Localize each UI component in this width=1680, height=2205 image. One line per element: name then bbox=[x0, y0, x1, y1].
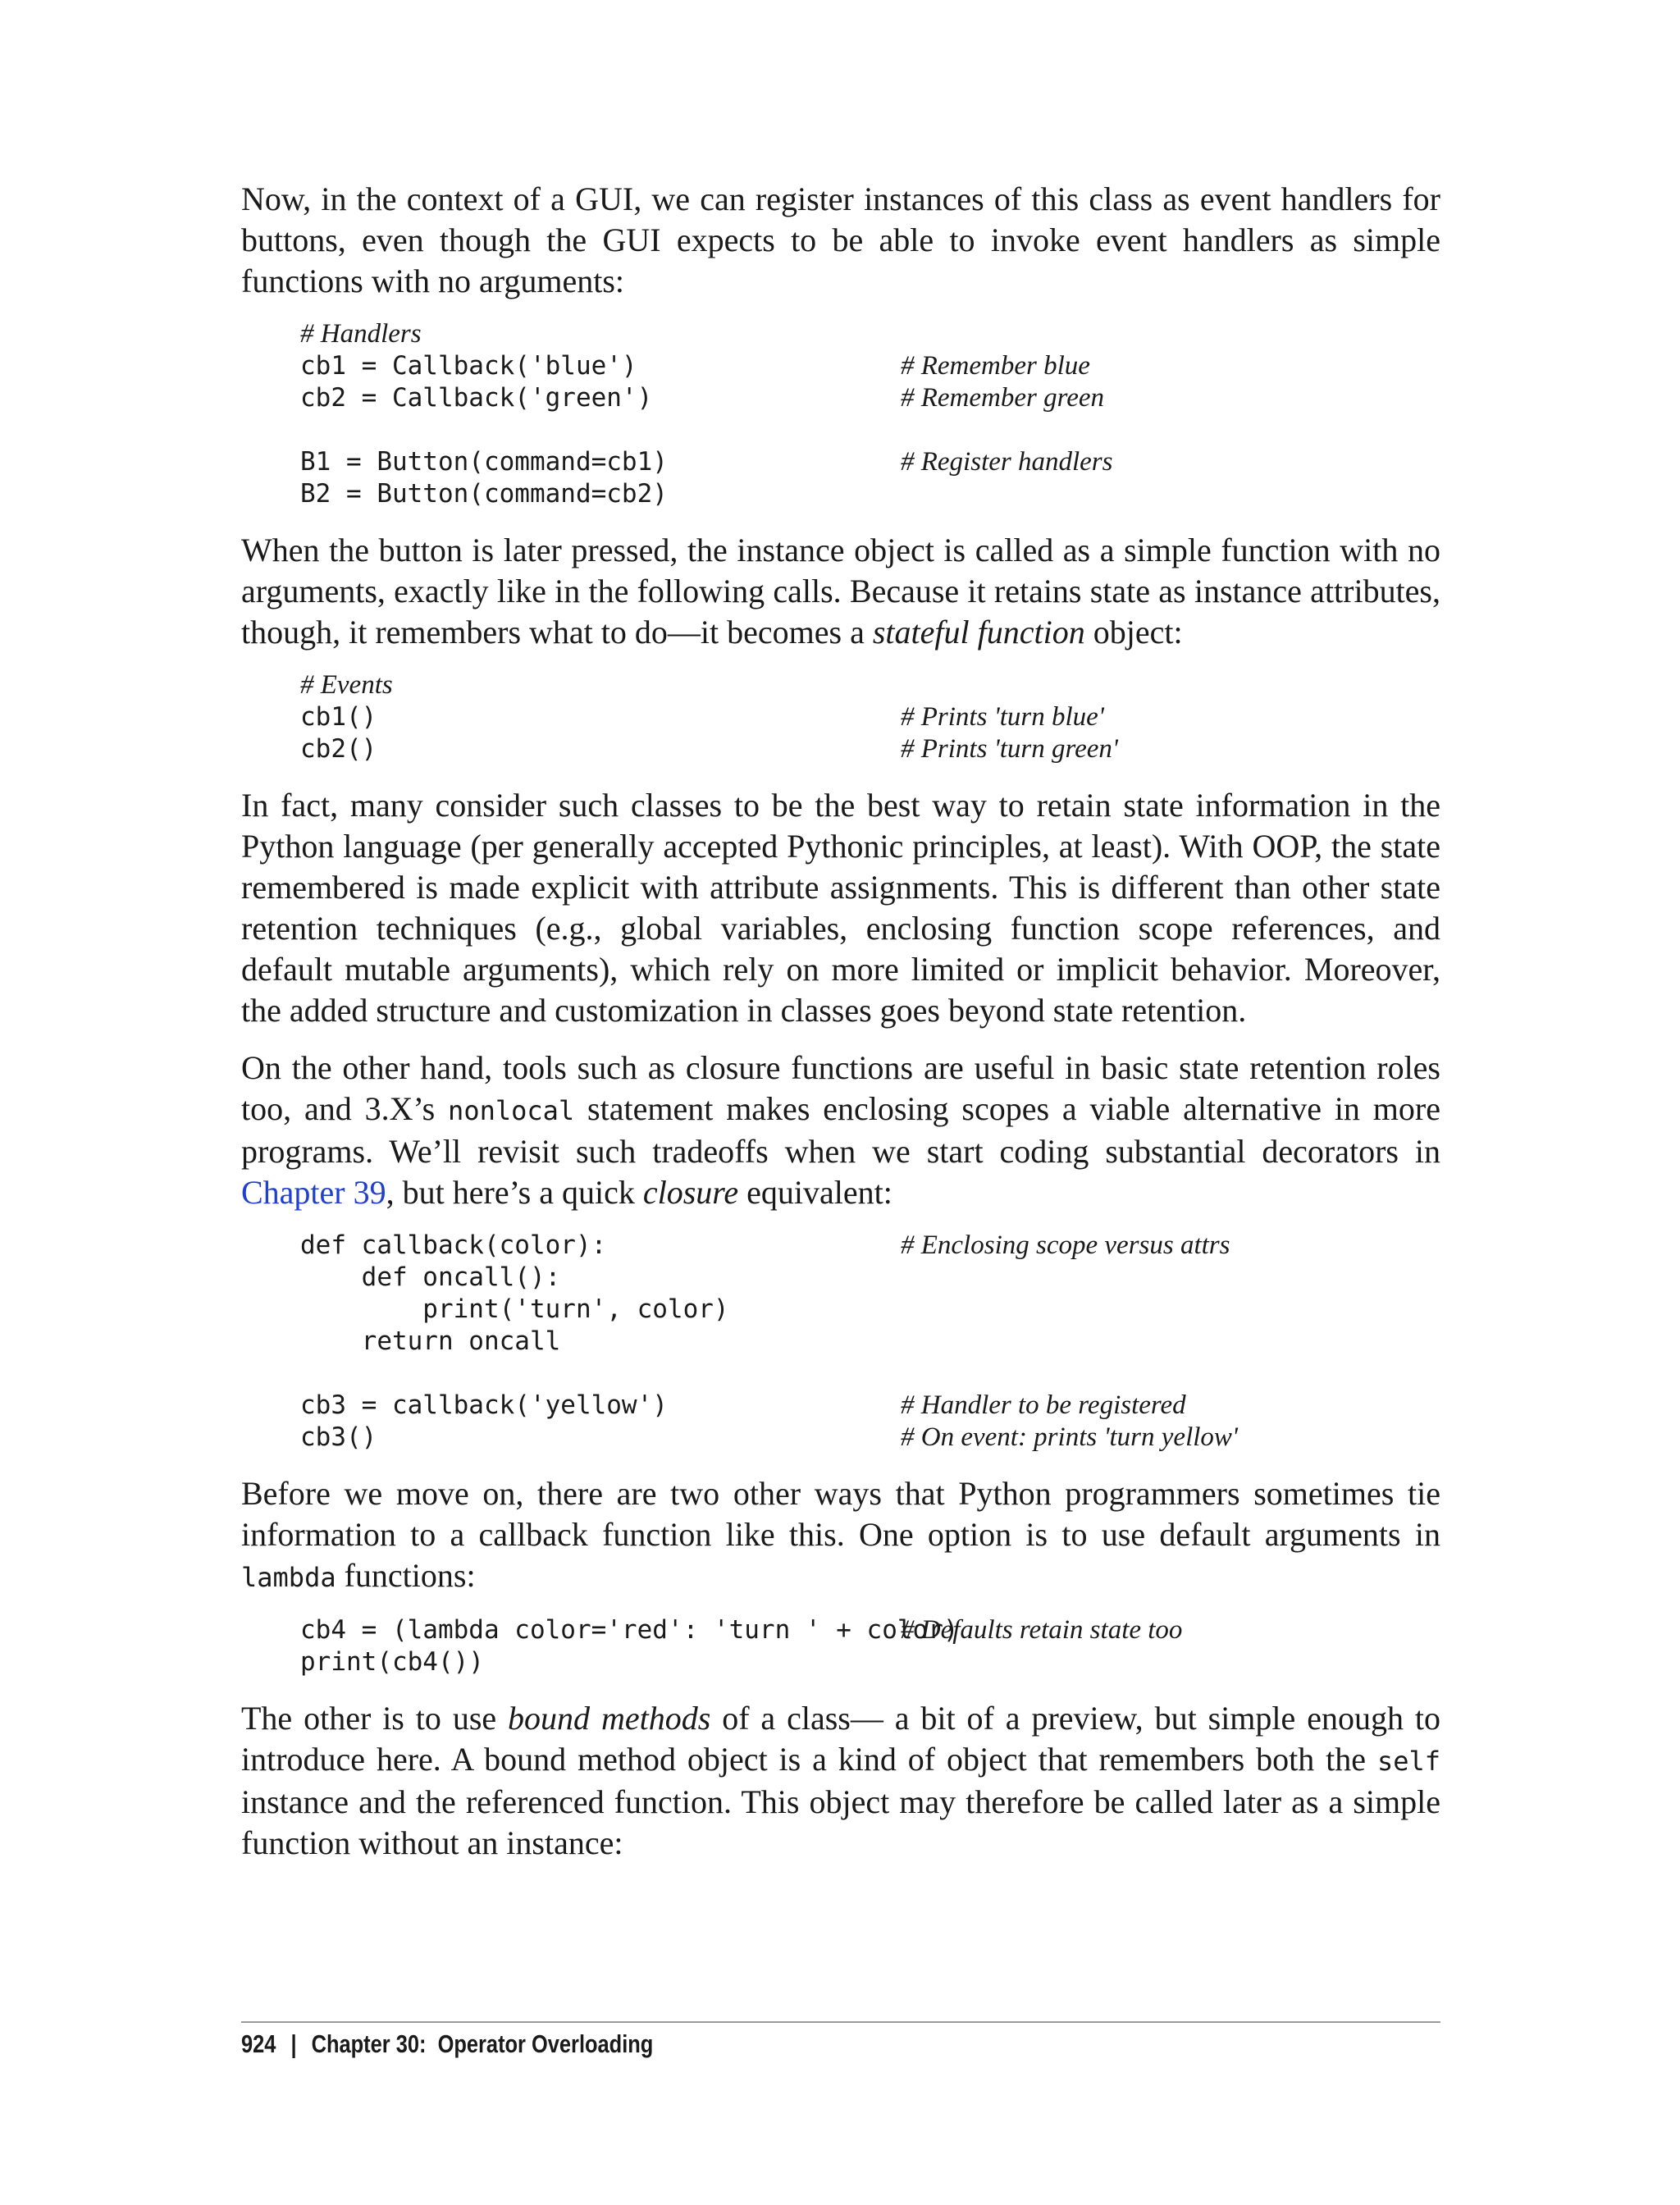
code-line bbox=[300, 1390, 1440, 1422]
text-run: Before we move on, there are two other ways that Python programmers sometimes tie information to a callback function like this. One option is to use default arguments in bbox=[241, 1475, 1440, 1553]
code-block-handlers bbox=[300, 318, 1440, 510]
code-line bbox=[300, 1294, 1440, 1326]
code-line bbox=[300, 669, 1440, 701]
inline-code: self bbox=[1376, 1746, 1440, 1777]
text-run: of a class— a bit of a preview, but simple enough to introduce here. A bound method object is a kind of object that remembers both the bbox=[241, 1700, 1440, 1778]
code-blank-line bbox=[300, 414, 1440, 446]
code-source: cb1() bbox=[300, 702, 377, 732]
page-footer bbox=[241, 2029, 653, 2059]
inline-code: nonlocal bbox=[448, 1095, 575, 1126]
code-comment: # Events bbox=[300, 670, 393, 700]
paragraph-oop-state: In fact, many consider such classes to be the best way to retain state information in the Python language (per generally accepted Pythonic principles, at least). With OOP, the state remembered is made explicit with attribute assignments. This is different than other state retention techniques (e.g., global variables, enclosing function scope references, and default mutable arguments), which rely on more limited or implicit behavior. Moreover, the added structure and customization in classes goes beyond state retention. bbox=[241, 787, 1440, 1029]
code-line bbox=[300, 1614, 1440, 1646]
text-run: The other is to use bbox=[241, 1700, 509, 1737]
code-blank-line bbox=[300, 1358, 1440, 1390]
text-run: , but here’s a quick bbox=[386, 1174, 643, 1211]
text-column bbox=[241, 179, 1440, 1880]
text-run: object: bbox=[1084, 614, 1183, 651]
text-run: functions: bbox=[336, 1557, 476, 1594]
emphasis-text: stateful function bbox=[872, 614, 1085, 651]
code-source: cb2 = Callback('green') bbox=[300, 383, 653, 413]
code-source: B1 = Button(command=cb1) bbox=[300, 447, 668, 477]
code-comment: # Handlers bbox=[300, 319, 422, 349]
emphasis-text: bound methods bbox=[508, 1700, 711, 1737]
text-run: equivalent: bbox=[738, 1174, 892, 1211]
code-line bbox=[300, 382, 1440, 414]
code-source: def callback(color): bbox=[300, 1230, 607, 1260]
code-line bbox=[300, 1262, 1440, 1294]
code-source: B2 = Button(command=cb2) bbox=[300, 479, 668, 509]
chapter-39-link[interactable]: Chapter 39 bbox=[241, 1174, 386, 1211]
footer-divider bbox=[241, 2021, 1440, 2023]
code-line bbox=[300, 1646, 1440, 1678]
code-source: def oncall(): bbox=[300, 1262, 561, 1292]
code-block-lambda bbox=[300, 1614, 1440, 1678]
code-block-closure bbox=[300, 1230, 1440, 1454]
text-run: instance and the referenced function. This object may therefore be called later as a simple function without an instance: bbox=[241, 1783, 1440, 1861]
text-run: On the other hand, tools such as closure functions are useful in basic state retention roles too, and 3.X’s bbox=[241, 1049, 1440, 1127]
code-line bbox=[300, 1326, 1440, 1358]
page-number: 924 bbox=[241, 2029, 276, 2058]
chapter-title: Chapter 30: Operator Overloading bbox=[311, 2029, 654, 2058]
paragraph-gui-handlers: Now, in the context of a GUI, we can register instances of this class as event handlers for buttons, even though the GUI expects to be able to invoke event handlers as simple functions with no arguments: bbox=[241, 180, 1440, 299]
code-source: print(cb4()) bbox=[300, 1647, 484, 1677]
code-comment: # Prints 'turn blue' bbox=[901, 702, 1104, 732]
code-source: cb3 = callback('yellow') bbox=[300, 1390, 668, 1420]
code-comment: # Defaults retain state too bbox=[901, 1615, 1183, 1645]
paragraph-stateful-function bbox=[241, 530, 1440, 653]
code-line bbox=[300, 1230, 1440, 1262]
code-source: print('turn', color) bbox=[300, 1294, 729, 1324]
code-source: cb3() bbox=[300, 1422, 377, 1452]
code-line bbox=[300, 478, 1440, 510]
code-line bbox=[300, 701, 1440, 733]
emphasis-text: closure bbox=[642, 1174, 739, 1211]
code-source: cb2() bbox=[300, 734, 377, 764]
footer-separator: | bbox=[290, 2029, 297, 2058]
code-line bbox=[300, 318, 1440, 350]
paragraph-closure bbox=[241, 1048, 1440, 1213]
code-source: cb1 = Callback('blue') bbox=[300, 351, 637, 381]
code-block-events bbox=[300, 669, 1440, 765]
code-comment: # Remember blue bbox=[901, 351, 1090, 381]
code-comment: # Register handlers bbox=[901, 447, 1113, 477]
text-run: When the button is later pressed, the instance object is called as a simple function with no arguments, exactly like in the following calls. Because it retains state as instance attributes, though, it remembers what to do—it becomes a bbox=[241, 532, 1440, 651]
inline-code: lambda bbox=[241, 1562, 336, 1593]
code-line bbox=[300, 733, 1440, 765]
code-comment: # On event: prints 'turn yellow' bbox=[901, 1422, 1238, 1452]
code-line bbox=[300, 446, 1440, 478]
code-comment: # Enclosing scope versus attrs bbox=[901, 1230, 1230, 1260]
code-line bbox=[300, 350, 1440, 382]
paragraph-bound-methods bbox=[241, 1698, 1440, 1864]
code-comment: # Remember green bbox=[901, 383, 1105, 413]
code-line bbox=[300, 1422, 1440, 1454]
code-source: return oncall bbox=[300, 1326, 561, 1356]
code-source: cb4 = (lambda color='red': 'turn ' + color) bbox=[300, 1615, 959, 1645]
code-comment: # Prints 'turn green' bbox=[901, 734, 1118, 764]
code-comment: # Handler to be registered bbox=[901, 1390, 1186, 1420]
text-run: statement makes enclosing scopes a viable alternative in more programs. We’ll revisit such tradeoffs when we start coding substantial decorators in bbox=[241, 1090, 1440, 1170]
